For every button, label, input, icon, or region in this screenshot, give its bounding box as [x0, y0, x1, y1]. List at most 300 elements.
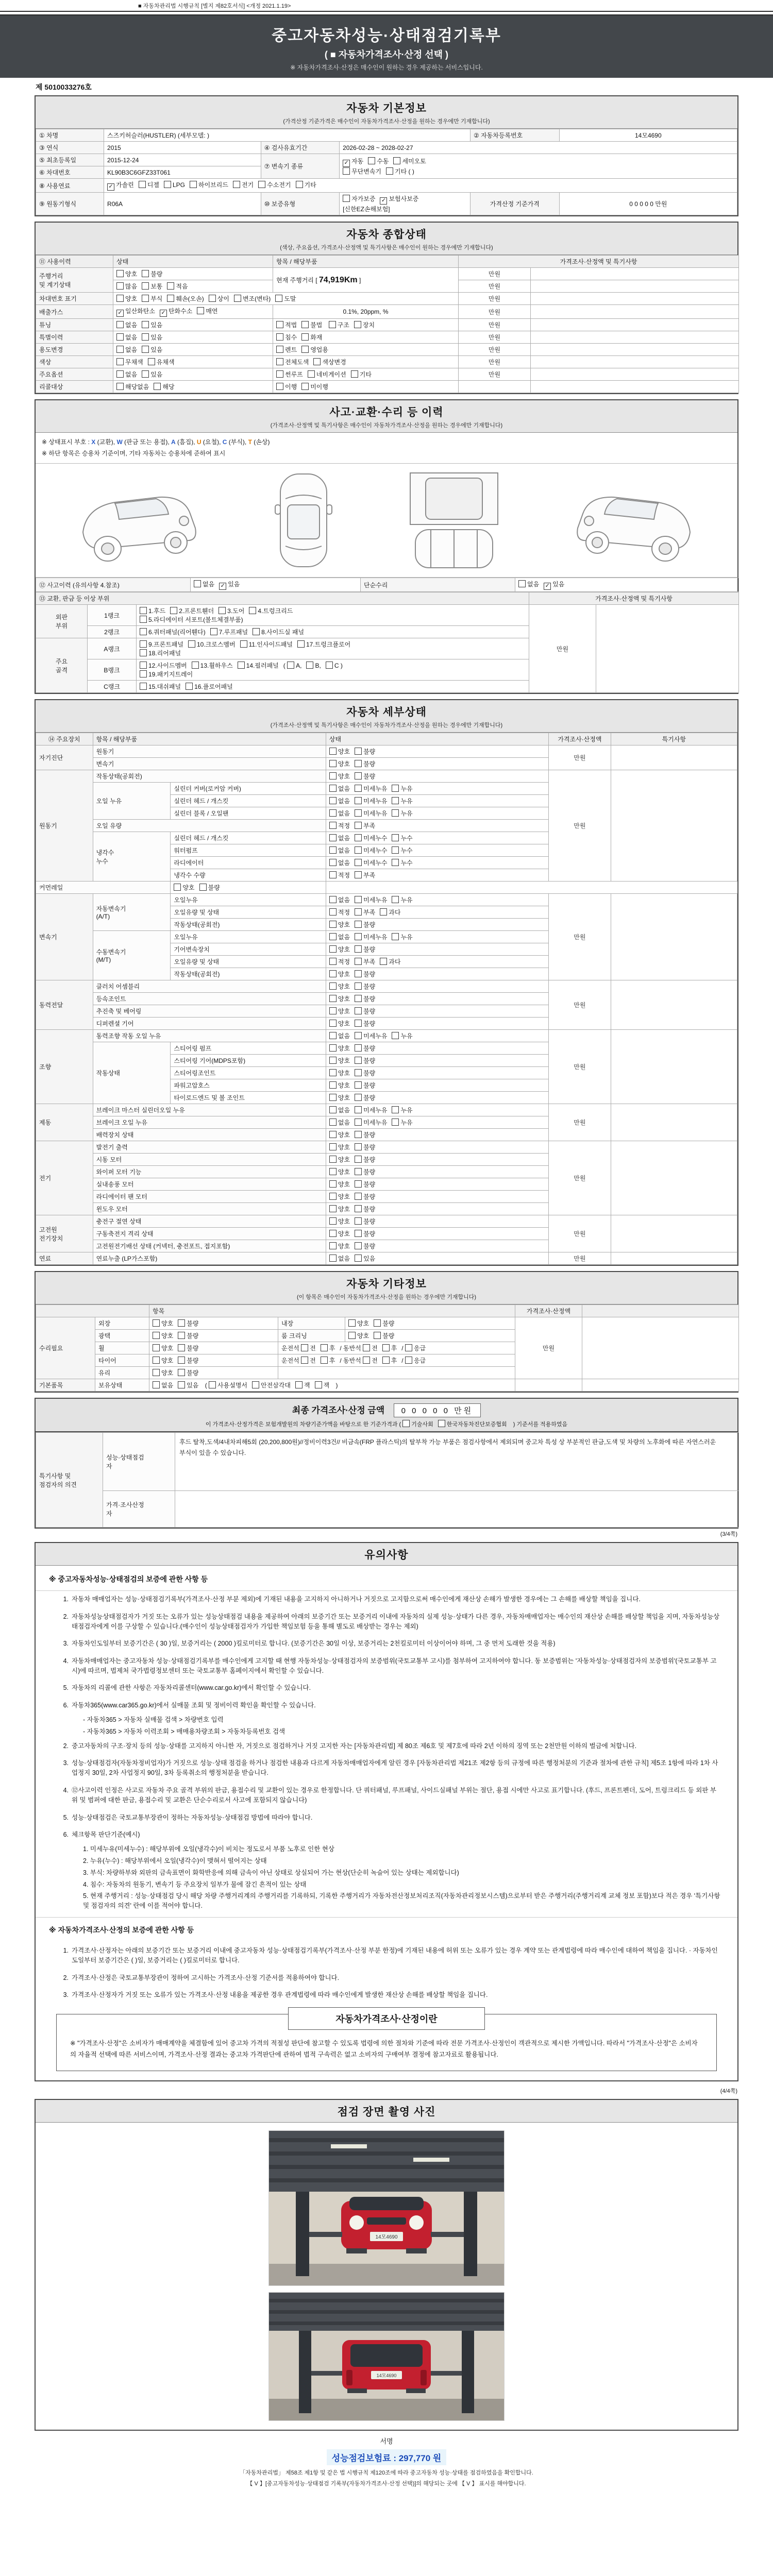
option-누유: 누유	[392, 784, 412, 793]
checkbox[interactable]	[329, 1032, 337, 1039]
checkbox[interactable]	[140, 628, 147, 635]
checkbox[interactable]	[380, 197, 387, 205]
checkbox[interactable]	[275, 295, 282, 302]
checkbox[interactable]	[116, 358, 124, 365]
notice-item: 6. 자동차365(www.car365.go.kr)에서 실매물 조회 및 정비이력 확인을 확인할 수 있습니다.	[63, 1701, 316, 1709]
checkbox[interactable]	[140, 640, 147, 648]
table-cell: 현재 주행거리 [ 74,919Km ]	[273, 268, 459, 293]
checkbox[interactable]	[329, 785, 337, 792]
checkbox[interactable]	[355, 908, 362, 916]
checkbox[interactable]	[329, 1156, 337, 1163]
table-cell: 오일 유량	[93, 820, 326, 832]
checkbox[interactable]	[178, 1319, 185, 1327]
checkbox[interactable]	[329, 871, 337, 878]
checkbox[interactable]	[329, 321, 336, 328]
checkbox[interactable]	[392, 834, 399, 841]
checkbox[interactable]	[116, 333, 124, 341]
option-양호: 양호	[329, 1229, 350, 1238]
checkbox[interactable]	[329, 859, 337, 866]
checkbox[interactable]	[186, 683, 193, 690]
table-cell: 만원	[549, 1104, 611, 1141]
checkbox[interactable]	[142, 346, 149, 353]
checkbox[interactable]	[329, 760, 337, 767]
checkbox[interactable]	[233, 181, 240, 188]
checkbox[interactable]	[287, 662, 294, 669]
checkbox[interactable]	[355, 1106, 362, 1113]
checkbox[interactable]	[116, 383, 124, 390]
checkbox[interactable]	[178, 1381, 185, 1388]
checkbox[interactable]	[116, 370, 124, 378]
checkbox[interactable]	[405, 1344, 412, 1351]
option-불량: 불량	[355, 759, 375, 768]
checkbox[interactable]	[329, 896, 337, 903]
checkbox[interactable]	[355, 1094, 362, 1101]
checkbox[interactable]	[296, 181, 303, 188]
table-cell: 실린더 커버(로커암 커버)	[171, 783, 326, 795]
checkbox[interactable]	[355, 1069, 362, 1076]
option-양호: 양호	[329, 1093, 350, 1102]
detail-status-table	[36, 733, 737, 1265]
checkbox[interactable]	[392, 1106, 399, 1113]
checkbox[interactable]	[194, 580, 201, 587]
checkbox[interactable]	[301, 321, 309, 328]
table-cell: 가격산정 기준가격	[470, 193, 560, 215]
checkbox[interactable]	[160, 310, 167, 317]
notice-subitem: 4. 침수: 자동차의 원동기, 변속기 등 주요장치 일부가 물에 잠긴 흔적이 있는 상태	[83, 1880, 307, 1888]
checkbox[interactable]	[329, 1217, 337, 1225]
checkbox[interactable]	[308, 370, 315, 378]
checkbox[interactable]	[253, 628, 260, 635]
option-12.사이드멤버: 12.사이드멤버	[140, 661, 187, 670]
option-누수: 누수	[392, 834, 412, 842]
checkbox[interactable]	[167, 282, 174, 290]
checkbox[interactable]	[197, 307, 204, 314]
checkbox[interactable]	[142, 270, 149, 277]
table-cell: 외장	[95, 1317, 149, 1330]
checkbox[interactable]	[355, 1118, 362, 1126]
checkbox[interactable]	[355, 945, 362, 953]
checkbox[interactable]	[140, 607, 147, 614]
option-보통: 보통	[142, 282, 162, 291]
checkbox[interactable]	[301, 383, 309, 390]
option-없음: 없음	[116, 320, 137, 329]
checkbox[interactable]	[355, 1044, 362, 1052]
checkbox[interactable]	[355, 921, 362, 928]
table-cell: 동력조향 작동 오일 누유	[93, 1030, 326, 1042]
checkbox[interactable]	[116, 310, 124, 317]
checkbox[interactable]	[329, 945, 337, 953]
checkbox[interactable]	[355, 846, 362, 854]
checkbox[interactable]	[329, 908, 337, 916]
section-detail-header	[36, 700, 737, 733]
checkbox[interactable]	[355, 1205, 362, 1212]
checkbox[interactable]	[355, 1230, 362, 1237]
table-cell	[531, 268, 739, 280]
price-definition-body: ※ "가격조사·산정"은 소비자가 매매계약을 체결함에 있어 중고차 가격의 적절성 판단에 참고할 수 있도록 법령에 의한 절차와 기준에 따라 전문 가격조사·산정인이 객관적으로 제시한 가액입니다. 따라서 "가격조사·산정"은 소비자의 자율적 선택에 따른 서비스이며, 가격조사·산정 결과는 중고차 가격판단에 관하여 법적 구속력은 없고 소비자의 구매여부 결정에 참고자료로 활용됩니다.	[70, 2040, 698, 2058]
checkbox[interactable]	[301, 1344, 308, 1351]
checkbox[interactable]	[348, 1319, 356, 1327]
option-불법: 불법	[301, 320, 322, 329]
checkbox[interactable]	[374, 1319, 381, 1327]
table-cell	[113, 305, 273, 319]
checkbox[interactable]	[355, 1020, 362, 1027]
checkbox[interactable]	[190, 181, 197, 188]
checkbox[interactable]	[329, 1020, 337, 1027]
option-누유: 누유	[392, 1118, 412, 1127]
checkbox[interactable]	[355, 933, 362, 940]
option-5.라디에이터 서포트(볼트체결부품): 5.라디에이터 서포트(볼트체결부품)	[140, 615, 243, 624]
notice-item: 2. 자동차성능상태점검자가 거짓 또는 오류가 있는 성능상태점검 내용을 제공하여 아래의 보증기간 또는 보증거리 이내에 자동차의 실제 성능·상태가 다른 경우, 자동차매매업자는 매수인의 재산상 손해를 배상할 책임을 지며, 자동차성능상태점검자에게 이를 구상할 수 있습니다.(매수인이 성능상태점검자가 가입한 책임보험 등을 통해 별도로 배상받는 경우는 제외)	[63, 1613, 720, 1630]
checkbox[interactable]	[153, 1381, 160, 1388]
checkbox[interactable]	[355, 760, 362, 767]
checkbox[interactable]	[329, 1143, 337, 1150]
option-기타: 기타	[296, 180, 316, 189]
checkbox[interactable]	[219, 607, 226, 614]
table-cell: 오일유량 및 상태	[171, 906, 326, 919]
checkbox[interactable]	[329, 1106, 337, 1113]
checkbox[interactable]	[219, 583, 226, 590]
checkbox[interactable]	[192, 662, 199, 669]
notice-subitem: - 자동차365 > 자동차 실매물 검색 > 차량번호 입력	[83, 1716, 224, 1724]
checkbox[interactable]	[116, 295, 124, 302]
checkbox[interactable]	[329, 1180, 337, 1188]
checkbox[interactable]	[355, 970, 362, 977]
checkbox[interactable]	[153, 1369, 160, 1376]
checkbox[interactable]	[392, 785, 399, 792]
checkbox[interactable]	[329, 748, 337, 755]
table-cell: 만원	[459, 356, 531, 368]
notice-item: 1. 가격조사·산정자는 아래의 보증기간 또는 보증거리 이내에 중고자동차 성능·상태점검기록부(가격조사·산정 부분 한정)에 기재된 내용에 허위 또는 오류가 있는 경우 계약 또는 관계법령에 따라 매수인에 대하여 책임을 집니다. · 자동차인도일부터 보증기간은 ( )일, 보증거리는 ( )킬로미터로 합니다.	[63, 1946, 718, 1964]
checkbox[interactable]	[140, 670, 147, 677]
checkbox[interactable]	[329, 982, 337, 990]
table-cell: ⑫ 사고이력 (유의사항 4.참조)	[36, 578, 191, 592]
checkbox[interactable]	[295, 1381, 303, 1388]
checkbox[interactable]	[392, 809, 399, 817]
section-basic-header	[36, 96, 737, 129]
checkbox[interactable]	[249, 607, 256, 614]
checkbox[interactable]	[329, 970, 337, 977]
checkbox[interactable]	[348, 1332, 356, 1339]
table-cell: 오일누유	[171, 931, 326, 943]
checkbox[interactable]	[164, 181, 171, 188]
table-cell	[611, 1215, 737, 1252]
option-한국자동차진단보증협회: 한국자동차진단보증협회	[438, 1420, 507, 1428]
checkbox[interactable]	[405, 1357, 412, 1364]
table-cell: 차대번호 표기	[36, 293, 113, 305]
checkbox[interactable]	[153, 1344, 160, 1351]
checkbox[interactable]	[329, 834, 337, 841]
checkbox[interactable]	[178, 1369, 185, 1376]
checkbox[interactable]	[355, 1168, 362, 1175]
checkbox[interactable]	[209, 295, 216, 302]
checkbox[interactable]	[329, 1255, 337, 1262]
checkbox[interactable]	[329, 1118, 337, 1126]
option-불량: 불량	[355, 1167, 375, 1176]
option-보험사보증: ✓ 보험사보증	[380, 194, 418, 205]
checkbox[interactable]	[343, 160, 350, 167]
checkbox[interactable]	[355, 809, 362, 817]
table-cell: 주요 골격	[36, 638, 88, 693]
checkbox[interactable]	[276, 321, 283, 328]
checkbox[interactable]	[301, 346, 309, 353]
checkbox[interactable]	[355, 797, 362, 804]
checkbox[interactable]	[518, 580, 526, 587]
legend-symbol-C: C	[222, 438, 227, 446]
checkbox[interactable]	[392, 846, 399, 854]
checkbox[interactable]	[380, 958, 387, 965]
checkbox[interactable]	[139, 181, 146, 188]
table-cell	[326, 1042, 548, 1055]
checkbox[interactable]	[306, 662, 313, 669]
checkbox[interactable]	[188, 640, 195, 648]
option-양호: 양호	[329, 982, 350, 991]
checkbox[interactable]	[301, 1357, 308, 1364]
table-cell	[326, 993, 548, 1005]
checkbox[interactable]	[178, 1357, 185, 1364]
checkbox[interactable]	[355, 982, 362, 990]
option-불량: 불량	[355, 1019, 375, 1028]
checkbox[interactable]	[315, 1381, 322, 1388]
table-cell: 튜닝	[36, 319, 113, 331]
checkbox[interactable]	[329, 1193, 337, 1200]
checkbox[interactable]	[355, 1242, 362, 1249]
checkbox[interactable]	[142, 370, 149, 378]
checkbox[interactable]	[178, 1344, 185, 1351]
option-양호: 양호	[348, 1319, 369, 1328]
table-cell: 특별이력	[36, 331, 113, 344]
table-cell: 만원	[515, 1317, 582, 1379]
checkbox[interactable]	[252, 1381, 259, 1388]
checkbox[interactable]	[329, 1205, 337, 1212]
checkbox[interactable]	[276, 370, 283, 378]
checkbox[interactable]	[329, 921, 337, 928]
checkbox[interactable]	[374, 1332, 381, 1339]
option-17.트렁크플로어: 17.트렁크플로어	[297, 640, 350, 649]
option-불량: 불량	[355, 1093, 375, 1102]
option-양호: 양호	[329, 1242, 350, 1250]
checkbox[interactable]	[142, 333, 149, 341]
checkbox[interactable]	[142, 321, 149, 328]
checkbox[interactable]	[140, 662, 147, 669]
checkbox[interactable]	[355, 1007, 362, 1014]
checkbox[interactable]	[355, 1255, 362, 1262]
checkbox[interactable]	[392, 1118, 399, 1126]
table-cell	[326, 832, 548, 844]
checkbox[interactable]	[392, 797, 399, 804]
accident-flag-table	[36, 578, 737, 592]
option-적음: 적음	[167, 282, 188, 291]
table-cell	[611, 1104, 737, 1141]
checkbox[interactable]	[210, 628, 217, 635]
checkbox[interactable]	[355, 1143, 362, 1150]
checkbox[interactable]	[140, 616, 147, 623]
option-없음: 없음	[329, 1254, 350, 1263]
checkbox[interactable]	[116, 270, 124, 277]
checkbox[interactable]	[329, 1069, 337, 1076]
table-cell	[273, 356, 459, 368]
option-미세누유: 미세누유	[355, 895, 387, 904]
option-양호: 양호	[153, 1344, 173, 1352]
checkbox[interactable]	[355, 1180, 362, 1188]
checkbox[interactable]	[154, 383, 161, 390]
checkbox[interactable]	[329, 1131, 337, 1138]
checkbox[interactable]	[368, 157, 375, 164]
footer-line-1: 「자동차관리법」 제58조 제1항 및 같은 법 시행규칙 제120조에 따라 중고자동차 성능·상태를 점검하였음을 확인합니다.	[240, 2469, 533, 2476]
checkbox[interactable]	[326, 662, 333, 669]
checkbox[interactable]	[355, 1081, 362, 1089]
option-불량: 불량	[355, 994, 375, 1003]
notice-item: 2. 중고자동차의 구조·장치 등의 성능·상태를 고지하지 아니한 자, 거짓으로 점검하거나 거짓 고지한 자는 [자동차관리법] 제 80조 제6호 및 제7호에 따라 2년 이하의 징역 또는 2천만원 이하의 벌금에 처합니다.	[63, 1742, 637, 1750]
checkbox[interactable]	[329, 1044, 337, 1052]
checkbox[interactable]	[329, 1242, 337, 1249]
checkbox[interactable]	[355, 822, 362, 829]
checkbox[interactable]	[329, 772, 337, 779]
checkbox[interactable]	[363, 1357, 370, 1364]
checkbox[interactable]	[321, 1357, 328, 1364]
table-cell	[326, 795, 548, 807]
checkbox[interactable]	[393, 157, 400, 164]
checkbox[interactable]	[321, 1344, 328, 1351]
table-cell: 만원	[549, 1141, 611, 1215]
checkbox[interactable]	[355, 1032, 362, 1039]
checkbox[interactable]	[301, 333, 309, 341]
checkbox[interactable]	[343, 167, 350, 175]
table-cell: 전기	[36, 1141, 93, 1215]
checkbox[interactable]	[402, 1420, 410, 1427]
checkbox[interactable]	[148, 358, 155, 365]
table-cell	[149, 1367, 278, 1379]
checkbox[interactable]	[355, 1156, 362, 1163]
checkbox[interactable]	[329, 1094, 337, 1101]
checkbox[interactable]	[140, 649, 147, 656]
title-band	[0, 15, 773, 78]
table-cell	[278, 1367, 515, 1379]
checkbox[interactable]	[178, 1332, 185, 1339]
checkbox[interactable]	[238, 662, 245, 669]
checkbox[interactable]	[355, 834, 362, 841]
checkbox[interactable]	[355, 896, 362, 903]
checkbox[interactable]	[276, 358, 283, 365]
checkbox[interactable]	[329, 1007, 337, 1014]
checkbox[interactable]	[392, 859, 399, 866]
option-전: 전	[301, 1356, 316, 1365]
checkbox[interactable]	[142, 295, 149, 302]
section-basic-title: 자동차 기본정보	[346, 103, 427, 114]
footer	[35, 2436, 738, 2489]
checkbox[interactable]	[329, 809, 337, 817]
checkbox[interactable]	[107, 183, 114, 191]
option-훼손(오손): 훼손(오손)	[167, 294, 204, 303]
checkbox[interactable]	[438, 1420, 445, 1427]
checkbox[interactable]	[355, 1217, 362, 1225]
checkbox[interactable]	[116, 282, 124, 290]
checkbox[interactable]	[392, 896, 399, 903]
checkbox[interactable]	[355, 748, 362, 755]
checkbox[interactable]	[386, 167, 393, 175]
section-basic-info	[35, 95, 738, 216]
table-cell: 휠	[95, 1342, 149, 1354]
checkbox[interactable]	[329, 846, 337, 854]
checkbox[interactable]	[354, 321, 361, 328]
option-양호: 양호	[329, 1081, 350, 1090]
checkbox[interactable]	[355, 995, 362, 1002]
table-cell: 단순수리	[361, 578, 515, 592]
checkbox[interactable]	[355, 871, 362, 878]
checkbox[interactable]	[297, 640, 305, 648]
checkbox[interactable]	[240, 640, 247, 648]
checkbox[interactable]	[258, 181, 265, 188]
checkbox[interactable]	[329, 1168, 337, 1175]
checkbox[interactable]	[382, 1344, 390, 1351]
checkbox[interactable]	[355, 772, 362, 779]
table-cell: ③ 연식	[36, 142, 104, 154]
checkbox[interactable]	[363, 1344, 370, 1351]
checkbox[interactable]	[355, 958, 362, 965]
option-해당: 해당	[154, 382, 174, 391]
checkbox[interactable]	[355, 1193, 362, 1200]
checkbox[interactable]	[351, 370, 358, 378]
checkbox[interactable]	[329, 958, 337, 965]
notice-item: 6. 체크항목 판단기준(예시)	[63, 1831, 140, 1838]
table-cell	[171, 882, 326, 894]
checkbox[interactable]	[116, 321, 124, 328]
checkbox[interactable]	[329, 1230, 337, 1237]
checkbox[interactable]	[313, 358, 321, 365]
option-불량: 불량	[355, 982, 375, 991]
checkbox[interactable]	[329, 933, 337, 940]
checkbox[interactable]	[209, 1381, 216, 1388]
checkbox[interactable]	[174, 884, 181, 891]
checkbox[interactable]	[199, 884, 207, 891]
checkbox[interactable]	[276, 333, 283, 341]
checkbox[interactable]	[142, 282, 149, 290]
checkbox[interactable]	[153, 1357, 160, 1364]
option-미세누유: 미세누유	[355, 809, 387, 818]
checkbox[interactable]	[329, 822, 337, 829]
checkbox[interactable]	[382, 1357, 390, 1364]
checkbox[interactable]	[153, 1332, 160, 1339]
checkbox[interactable]	[276, 346, 283, 353]
checkbox[interactable]	[329, 1081, 337, 1089]
checkbox[interactable]	[170, 607, 177, 614]
checkbox[interactable]	[343, 195, 350, 202]
checkbox[interactable]	[329, 995, 337, 1002]
checkbox[interactable]	[392, 1032, 399, 1039]
checkbox[interactable]	[355, 859, 362, 866]
checkbox[interactable]	[380, 908, 387, 916]
price-definition-title: 자동차가격조사·산정이란	[288, 2007, 485, 2030]
checkbox[interactable]	[329, 797, 337, 804]
checkbox[interactable]	[116, 346, 124, 353]
checkbox[interactable]	[329, 1057, 337, 1064]
table-cell: 0 0 0 0 0 만원	[559, 193, 737, 215]
checkbox[interactable]	[167, 295, 174, 302]
checkbox[interactable]	[355, 785, 362, 792]
table-cell: 작동상태	[93, 1042, 171, 1104]
checkbox[interactable]	[544, 583, 551, 590]
checkbox[interactable]	[234, 295, 241, 302]
checkbox[interactable]	[355, 1057, 362, 1064]
remarks-table	[36, 1432, 737, 1528]
checkbox[interactable]	[355, 1131, 362, 1138]
table-cell	[113, 381, 273, 393]
checkbox[interactable]	[276, 383, 283, 390]
checkbox[interactable]	[140, 683, 147, 690]
checkbox[interactable]	[153, 1319, 160, 1327]
checkbox[interactable]	[392, 933, 399, 940]
section-detail-status	[35, 699, 738, 1266]
option-없음: 없음	[329, 895, 350, 904]
